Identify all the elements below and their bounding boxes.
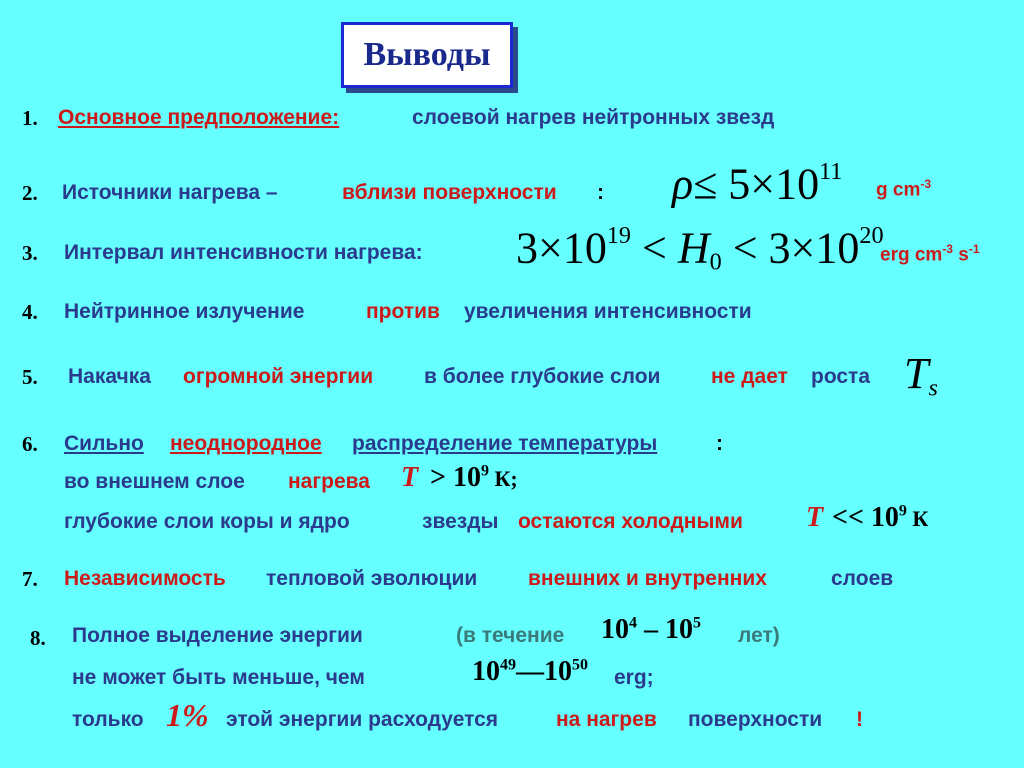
- item-6-line3-a: глубокие слои коры и ядро: [64, 510, 350, 533]
- item-8-text-b: (в течение: [456, 624, 565, 647]
- item-5-ts: [904, 348, 938, 402]
- item-6-line3-value: [832, 502, 928, 534]
- value-text: 10: [601, 614, 629, 645]
- exponent: 9: [480, 462, 489, 480]
- subscript: s: [928, 374, 938, 402]
- item-8-line3-d: на нагрев: [556, 708, 657, 731]
- item-number: 4.: [22, 300, 38, 324]
- page-title: Выводы: [341, 22, 513, 88]
- item-6-text-b: неоднородное: [170, 432, 322, 455]
- value-text: > 10: [430, 462, 481, 493]
- item-6-line3-c: остаются холодными: [518, 510, 743, 533]
- item-1-label: Основное предположение:: [58, 106, 340, 129]
- exponent: 19: [606, 222, 632, 249]
- formula-part: < 3×10: [721, 223, 860, 273]
- item-6-line2-value: [430, 462, 518, 494]
- item-6-line3-b: звезды: [422, 510, 499, 533]
- unit-exponent: -3: [942, 242, 953, 256]
- exponent: 20: [859, 222, 884, 249]
- item-2-colon: :: [597, 181, 604, 204]
- unit-exponent: -3: [920, 177, 932, 191]
- t-symbol: T: [904, 349, 929, 398]
- item-7-text-d: слоев: [831, 567, 894, 590]
- exponent: 4: [629, 614, 637, 632]
- item-6-line2-a: во внешнем слое: [64, 470, 245, 493]
- item-2-unit: [876, 177, 931, 201]
- value-text: 10: [472, 656, 500, 687]
- item-3-unit: [880, 242, 980, 266]
- value-text: К;: [488, 466, 518, 491]
- formula-part: ≤ 5×10: [693, 159, 820, 209]
- item-8-energy: [472, 656, 588, 688]
- item-5-text-c: в более глубокие слои: [424, 365, 661, 388]
- item-8-line3-f: !: [856, 708, 863, 731]
- unit-text: erg cm: [880, 244, 943, 266]
- exponent: 5: [693, 614, 701, 632]
- value-text: —10: [516, 656, 572, 687]
- exponent: 50: [572, 656, 588, 674]
- item-4-text-b: против: [366, 300, 440, 323]
- item-8-line3-c: этой энергии расходуется: [226, 708, 499, 731]
- item-8-period: [601, 614, 701, 646]
- subscript: 0: [709, 248, 722, 276]
- item-6-colon: :: [716, 432, 723, 455]
- t-symbol: T: [401, 462, 419, 493]
- value-text: << 10: [832, 502, 899, 533]
- item-4-text-c: увеличения интенсивности: [464, 300, 752, 323]
- item-8-line3-e: поверхности: [688, 708, 823, 731]
- item-5-text-b: огромной энергии: [183, 365, 374, 388]
- item-number: 5.: [22, 365, 38, 389]
- item-6-line2-b: нагрева: [288, 470, 370, 493]
- item-7-text-b: тепловой эволюции: [266, 567, 478, 590]
- item-8-text-a: Полное выделение энергии: [72, 624, 363, 647]
- unit-exponent: -1: [968, 242, 980, 256]
- item-2-text-a: Источники нагрева –: [62, 181, 278, 204]
- item-8-line3-a: только: [72, 708, 144, 731]
- formula-part: <: [642, 223, 678, 273]
- item-7-text-a: Независимость: [64, 567, 226, 590]
- item-3-text: Интервал интенсивности нагрева:: [64, 241, 423, 264]
- rho-symbol: ρ: [672, 159, 694, 209]
- exponent: 49: [500, 656, 516, 674]
- item-8-percent: 1%: [166, 697, 209, 733]
- item-number: 8.: [30, 626, 46, 650]
- item-3-formula: [516, 222, 884, 277]
- item-6-text-c: распределение температуры: [352, 432, 658, 455]
- item-5-text-e: роста: [811, 365, 871, 388]
- item-7-text-c: внешних и внутренних: [528, 567, 767, 590]
- unit-text: g cm: [876, 179, 921, 201]
- value-text: – 10: [637, 614, 693, 645]
- item-5-text-a: Накачка: [68, 365, 151, 388]
- item-number: 7.: [22, 567, 38, 591]
- item-4-text-a: Нейтринное излучение: [64, 300, 305, 323]
- exponent: 9: [898, 502, 907, 520]
- item-number: 2.: [22, 181, 38, 205]
- unit-text: s: [952, 244, 969, 266]
- item-number: 6.: [22, 432, 38, 456]
- value-text: К: [906, 506, 929, 531]
- t-symbol: T: [806, 502, 824, 533]
- item-8-line2-a: не может быть меньше, чем: [72, 666, 365, 689]
- item-8-line2-unit: erg;: [614, 666, 654, 689]
- item-5-text-d: не дает: [711, 365, 788, 388]
- item-8-text-c: лет): [738, 624, 780, 647]
- item-2-formula: [672, 158, 842, 209]
- item-number: 3.: [22, 241, 38, 265]
- item-2-text-b: вблизи поверхности: [342, 181, 557, 204]
- formula-part: 3×10: [516, 223, 607, 273]
- item-1-text: слоевой нагрев нейтронных звезд: [412, 106, 775, 129]
- h-symbol: H: [677, 223, 710, 273]
- item-number: 1.: [22, 106, 38, 130]
- exponent: 11: [819, 158, 843, 185]
- item-6-text-a: Сильно: [64, 432, 144, 455]
